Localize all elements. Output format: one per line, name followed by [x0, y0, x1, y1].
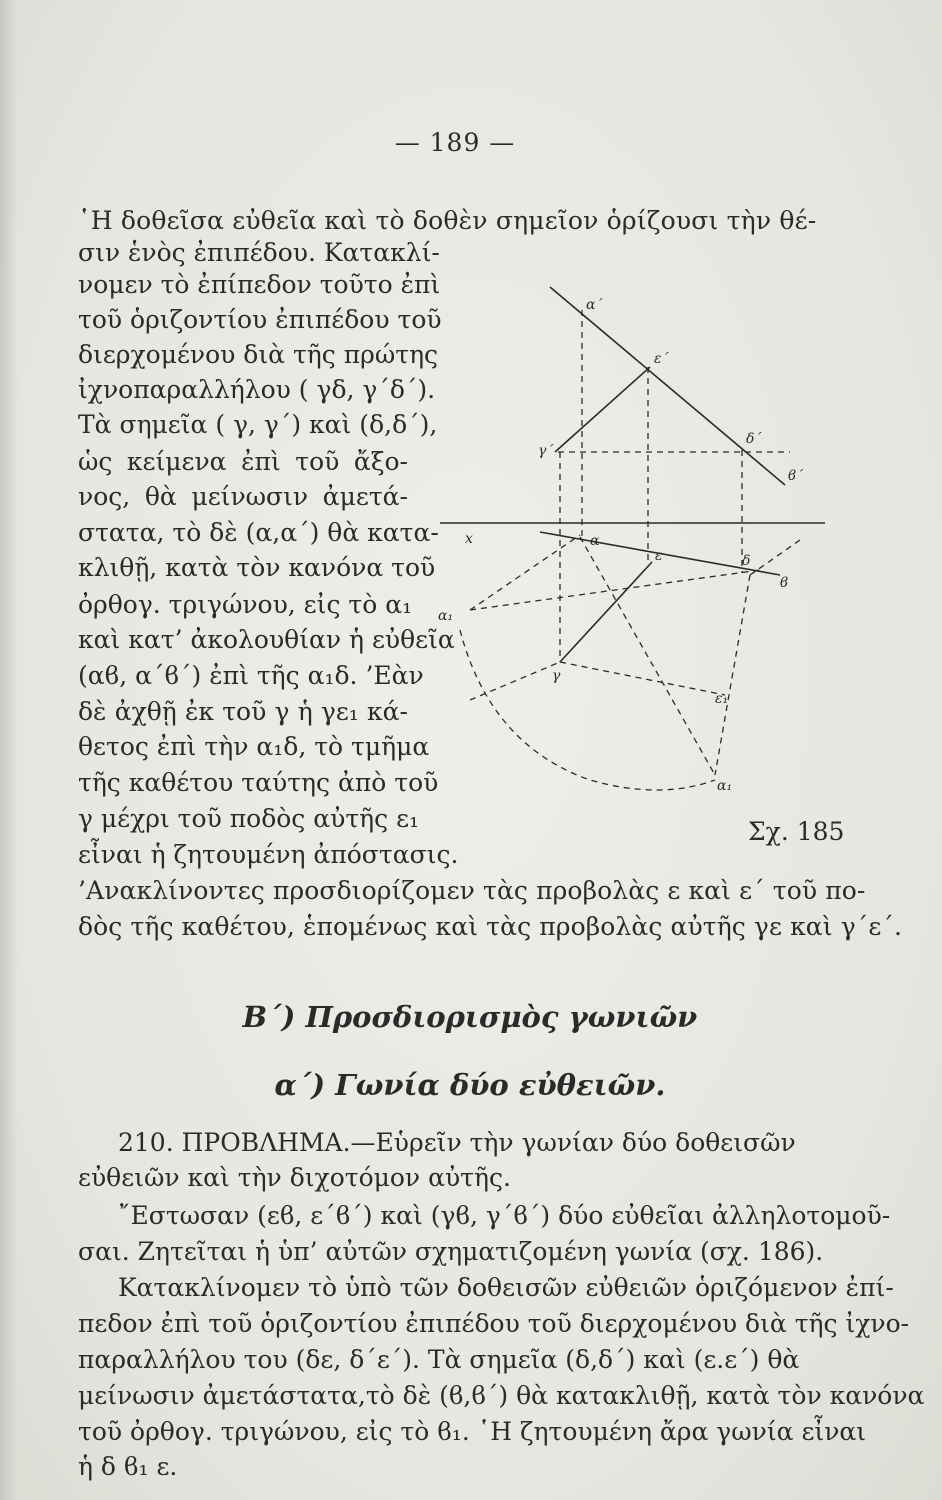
problem-line: Κατακλίνομεν τὸ ὑπὸ τῶν δοθεισῶν εὐθειῶν ὁριζόμενον ἐπί- — [118, 1273, 894, 1302]
paragraph-line: ’Ανακλίνοντες προσδιορίζομεν τὰς προβολὰς ε καὶ ε΄ τοῦ πο- — [78, 876, 866, 905]
problem-line: σαι. Ζητεῖται ἡ ὑπ’ αὐτῶν σχηματιζομένη γωνία (σχ. 186). — [78, 1237, 824, 1266]
paragraph-line: γ μέχρι τοῦ ποδὸς αὐτῆς ε₁ — [78, 804, 420, 833]
section-heading: Β΄) Προσδιορισμὸς γωνιῶν — [242, 1000, 698, 1034]
paragraph-line: θετος ἐπὶ τὴν α₁δ, τὸ τμῆμα — [78, 732, 430, 761]
fig-label: ε΄ — [654, 351, 669, 367]
fig-label: ε₁ — [715, 691, 729, 707]
figure-caption: Σχ. 185 — [748, 817, 845, 846]
reference-line — [715, 575, 750, 775]
paragraph-line: νομεν τὸ ἐπίπεδον τοῦτο ἐπὶ — [78, 270, 441, 299]
upper-line-gamma-epsilon — [555, 367, 650, 452]
geometry-diagram — [430, 275, 835, 810]
problem-line: παραλλήλου του (δε, δ΄ε΄). Τὰ σημεῖα (δ,δ΄) καὶ (ε.ε΄) θὰ — [78, 1345, 800, 1374]
paragraph-line: δὲ ἀχθῇ ἐκ τοῦ γ ἡ γε₁ κά- — [78, 697, 408, 726]
problem-line: πεδον ἐπὶ τοῦ ὁριζοντίου ἐπιπέδου τοῦ διερχομένου διὰ τῆς ἰχνο- — [78, 1309, 910, 1338]
paragraph-line: εἶναι ἡ ζητουμένη ἀπόστασις. — [78, 840, 459, 869]
paragraph-line: ὡς κείμενα ἐπὶ τοῦ ἄξο- — [78, 447, 408, 476]
fig-label: x — [465, 531, 473, 547]
paragraph-line: ὀρθογ. τριγώνου, εἰς τὸ α₁ — [78, 590, 413, 619]
paragraph-line: ἰχνοπαραλλήλου ( γδ, γ΄δ΄). — [78, 375, 436, 404]
paragraph-line: δὸς τῆς καθέτου, ἑπομένως καὶ τὰς προβολὰς αὐτῆς γε καὶ γ΄ε΄. — [78, 912, 903, 941]
subsection-heading: α΄) Γωνία δύο εὐθειῶν. — [274, 1068, 666, 1102]
figure-185 — [430, 275, 835, 810]
problem-line: εὐθειῶν καὶ τὴν διχοτόμον αὐτῆς. — [78, 1163, 511, 1192]
upper-line-alpha-beta — [550, 287, 785, 485]
fig-label: δ — [742, 553, 751, 569]
rotation-arc — [460, 630, 715, 790]
paragraph-line: νος, θὰ μείνωσιν ἀμετά- — [78, 482, 408, 511]
fig-label: α — [590, 533, 600, 549]
fig-label: α₁ — [717, 778, 733, 794]
fig-label: ϐ΄ — [788, 468, 804, 484]
folded-line — [470, 535, 580, 610]
fig-label: γ — [552, 668, 561, 684]
perpendicular-line — [560, 662, 725, 695]
paragraph-line: τοῦ ὁριζοντίου ἐπιπέδου τοῦ — [78, 305, 442, 334]
fig-label: ε — [655, 548, 663, 564]
paragraph-line: τῆς καθέτου ταύτης ἀπὸ τοῦ — [78, 768, 439, 797]
problem-line: ῎Εστωσαν (εϐ, ε΄ϐ΄) καὶ (γϐ, γ΄ϐ΄) δύο εὐθεῖαι ἀλληλοτομοῦ- — [118, 1201, 891, 1230]
binding-shadow — [0, 0, 18, 1500]
lower-line-gamma-epsilon — [560, 562, 652, 662]
paragraph-line: Τὰ σημεῖα ( γ, γ΄) καὶ (δ,δ΄), — [78, 410, 438, 439]
folded-line — [470, 570, 760, 610]
problem-line: μείνωσιν ἀμετάστατα,τὸ δὲ (ϐ,ϐ΄) θὰ κατακλιθῇ, κατὰ τὸν κανόνα — [78, 1381, 925, 1410]
fig-label: α₁ — [438, 608, 454, 624]
problem-line: ἡ δ ϐ₁ ε. — [78, 1452, 178, 1481]
problem-line: 210. ΠΡΟΒΛΗΜΑ.—Εὑρεῖν τὴν γωνίαν δύο δοθεισῶν — [118, 1128, 796, 1157]
paragraph-line: (αϐ, α΄ϐ΄) ἐπὶ τῆς α₁δ. ’Εὰν — [78, 661, 424, 690]
paragraph-line: στατα, τὸ δὲ (α,α΄) θὰ κατα- — [78, 518, 439, 547]
fig-label: α΄ — [586, 297, 603, 313]
page-number: — 189 — — [394, 128, 516, 157]
paragraph-line: κλιθῇ, κατὰ τὸν κανόνα τοῦ — [78, 553, 436, 582]
fig-label: γ΄ — [538, 443, 554, 459]
paragraph-line: σιν ἑνὸς ἐπιπέδου. Κατακλί- — [78, 238, 440, 267]
paragraph-line: ῾Η δοθεῖσα εὐθεῖα καὶ τὸ δοθὲν σημεῖον ὁρίζουσι τὴν θέ- — [78, 206, 817, 235]
problem-line: τοῦ ὀρθογ. τριγώνου, εἰς τὸ ϐ₁. ῾Η ζητουμένη ἄρα γωνία εἶναι — [78, 1417, 867, 1446]
fig-label: δ΄ — [746, 431, 762, 447]
paragraph-line: διερχομένου διὰ τῆς πρώτης — [78, 340, 439, 369]
fig-label: ϐ — [780, 575, 789, 591]
paragraph-line: καὶ κατ’ ἀκολουθίαν ἡ εὐθεῖα — [78, 625, 455, 654]
reference-line — [580, 537, 715, 775]
reference-line — [470, 662, 560, 700]
